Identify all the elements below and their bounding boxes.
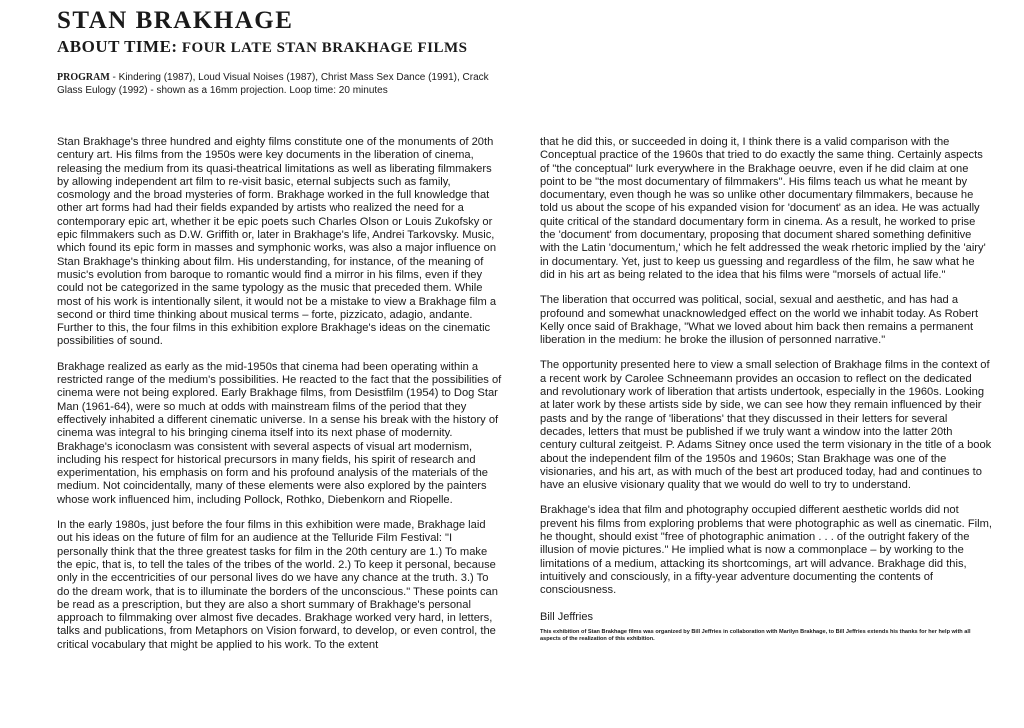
program-text: - Kindering (1987), Loud Visual Noises (1987), Christ Mass Sex Dance (1991), Crack Glass Eulogy (1992) - shown as a 16mm projection. Loop time: 20 minutes bbox=[57, 72, 489, 96]
body-paragraph: In the early 1980s, just before the four films in this exhibition were made, Brakhage laid out his ideas on the future of film for an audience at the Telluride Film Festival: "I personally think that the three greatest tasks for film in the 20th century are 1.) To make the epic, that is, to tell the tales of the tribes of the world. 2.) To keep it personal, because only in the eccentricities of our personal lives do we have any chance at the truth. 3.) To do the dream work, that is to illuminate the borders of the unconscious." These points can be read as a prescription, but they are also a short summary of Brakhage's personal approach to filmmaking over almost five decades. Brakhage worked very hard, in letters, talks and publications, from Metaphors on Vision forward, to develop, or even control, the critical vocabulary that might be applied to his work. To the extent bbox=[57, 519, 498, 651]
body-paragraph: The liberation that occurred was political, social, sexual and aesthetic, and has had a profound and somewhat unacknowledged effect on the world we inhabit today. As Robert Kelly once said of Brakhage, "What we loved about him back then remains a permanent liberation in the medium: he broke the illusion of personned narrative." bbox=[540, 294, 979, 347]
body-paragraph: that he did this, or succeeded in doing it, I think there is a valid comparison with the Conceptual practice of the 1960s that tried to do exactly the same thing. Certainly aspects of "the conceptual" lurk everywhere in the Brakhage oeuvre, even if he did claim at one point to be "the most documentary of filmmakers". His films teach us what he meant by documentary, even though he was so unlike other documentary filmmakers, because he told us about the scope of his expanded vision for 'document' as an idea. He was actually quite critical of the standard documentary form in cinema. As a result, he worked to prise the 'document' from documentary, proposing that document shared something definitive with the Latin 'documentum,' which he felt addressed the weak rhetoric implied by the 'airy' in documentary. Yet, just to keep us guessing and regardless of the film, he saw what he did in his art as being related to the idea that his films were "morsels of actual life." bbox=[540, 136, 986, 281]
program-label: PROGRAM bbox=[57, 72, 110, 83]
body-paragraph: Stan Brakhage's three hundred and eighty films constitute one of the monuments of 20th century art. His films from the 1950s were key documents in the liberation of cinema, releasing the medium from its quasi-theatrical limitations as well as liberating filmmakers by allowing independent art film to re-visit basic, eternal subjects such as family, cosmology and the broad mysteries of form. Brakhage worked in the full knowledge that other art forms had had their fields expanded by artists who realized the need for a contemporary epic art, whether it be epic poets such Charles Olson or Louis Zukofsky or epic filmmakers such as D.W. Griffith or, later in Brakhage's life, Andrei Tarkovsky. Music, which found its epic form in masses and symphonic works, was also a major influence on Stan Brakhage's thinking about film. His understanding, for instance, of the meaning of music's evolution from baroque to romantic would find a mirror in his films, even if they could not be categorized in the same typology as the music that preceded them. While most of his work is intentionally silent, it would not be a mistake to view a Brakhage film a second or third time thinking about musical terms – forte, pizzicato, adagio, andante. Further to this, the four films in this exhibition explore Brakhage's ideas on the cinematic possibilities of sound. bbox=[57, 136, 497, 348]
credit-note: This exhibition of Stan Brakhage films was organized by Bill Jeffries in collaboration with Marilyn Brakhage, to Bill Jeffries extends his thanks for her help with all aspects of the realization of this exhibition. bbox=[540, 628, 971, 642]
left-column bbox=[57, 136, 503, 664]
right-column bbox=[540, 136, 992, 643]
subtitle-lead: ABOUT TIME: bbox=[57, 37, 178, 56]
body-paragraph: Brakhage's idea that film and photography occupied different aesthetic worlds did not prevent his films from exploring problems that were photographic as well as cinematic. Film, he thought, should exist "free of photographic animation . . . of the outright fakery of the illusion of movie pictures." He implied what is now a commonplace – by working to the limitations of a medium, attacking its shortcomings, art will advance. Brakhage did this, intuitively and consciously, in a fifty-year adventure documenting the contents of consciousness. bbox=[540, 504, 992, 597]
author-signature: Bill Jeffries bbox=[540, 610, 593, 623]
page-subtitle bbox=[57, 38, 468, 57]
page-title: STAN BRAKHAGE bbox=[57, 7, 294, 34]
body-paragraph: Brakhage realized as early as the mid-1950s that cinema had been operating within a restricted range of the medium's possibilities. He reacted to the fact that the possibilities of cinema were not being explored. Early Brakhage films, from Desistfilm (1954) to Dog Star Man (1961-64), were so much at odds with mainstream films of the period that they effectively inhabited a different cinematic universe. In a sense his break with the history of cinema was integral to his bringing cinema itself into its next phase of modernity. Brakhage's iconoclasm was consistent with several aspects of visual art modernism, including his respect for historical precursors in many fields, his spirit of research and experimentation, his emphasis on form and his profound analysis of the materials of the medium. Not coincidentally, many of these elements were also explored by the painters whose work influenced him, including Pollock, Rothko, Diebenkorn and Riopelle. bbox=[57, 360, 502, 506]
program-info bbox=[57, 72, 497, 97]
subtitle-rest: FOUR LATE STAN BRAKHAGE FILMS bbox=[177, 40, 468, 56]
body-paragraph: The opportunity presented here to view a small selection of Brakhage films in the context of a recent work by Carolee Schneemann provides an occasion to reflect on the dedicated and revolutionary work of liberation that artists undertook, especially in the 1960s. Looking at later work by these artists side by side, we can see how they remain influenced by their pasts and by the range of 'liberations' that they discussed in their letters for several decades, letters that must be published if we truly want a window into the latter 20th century cultural zeitgeist. P. Adams Sitney once used the term visionary in the title of a book about the independent film of the 1950s and 1960s; Stan Brakhage was one of the visionaries, and his art, as with much of the best art produced today, had and continues to have an elusive visionary quality that we would do well to try to understand. bbox=[540, 359, 992, 492]
